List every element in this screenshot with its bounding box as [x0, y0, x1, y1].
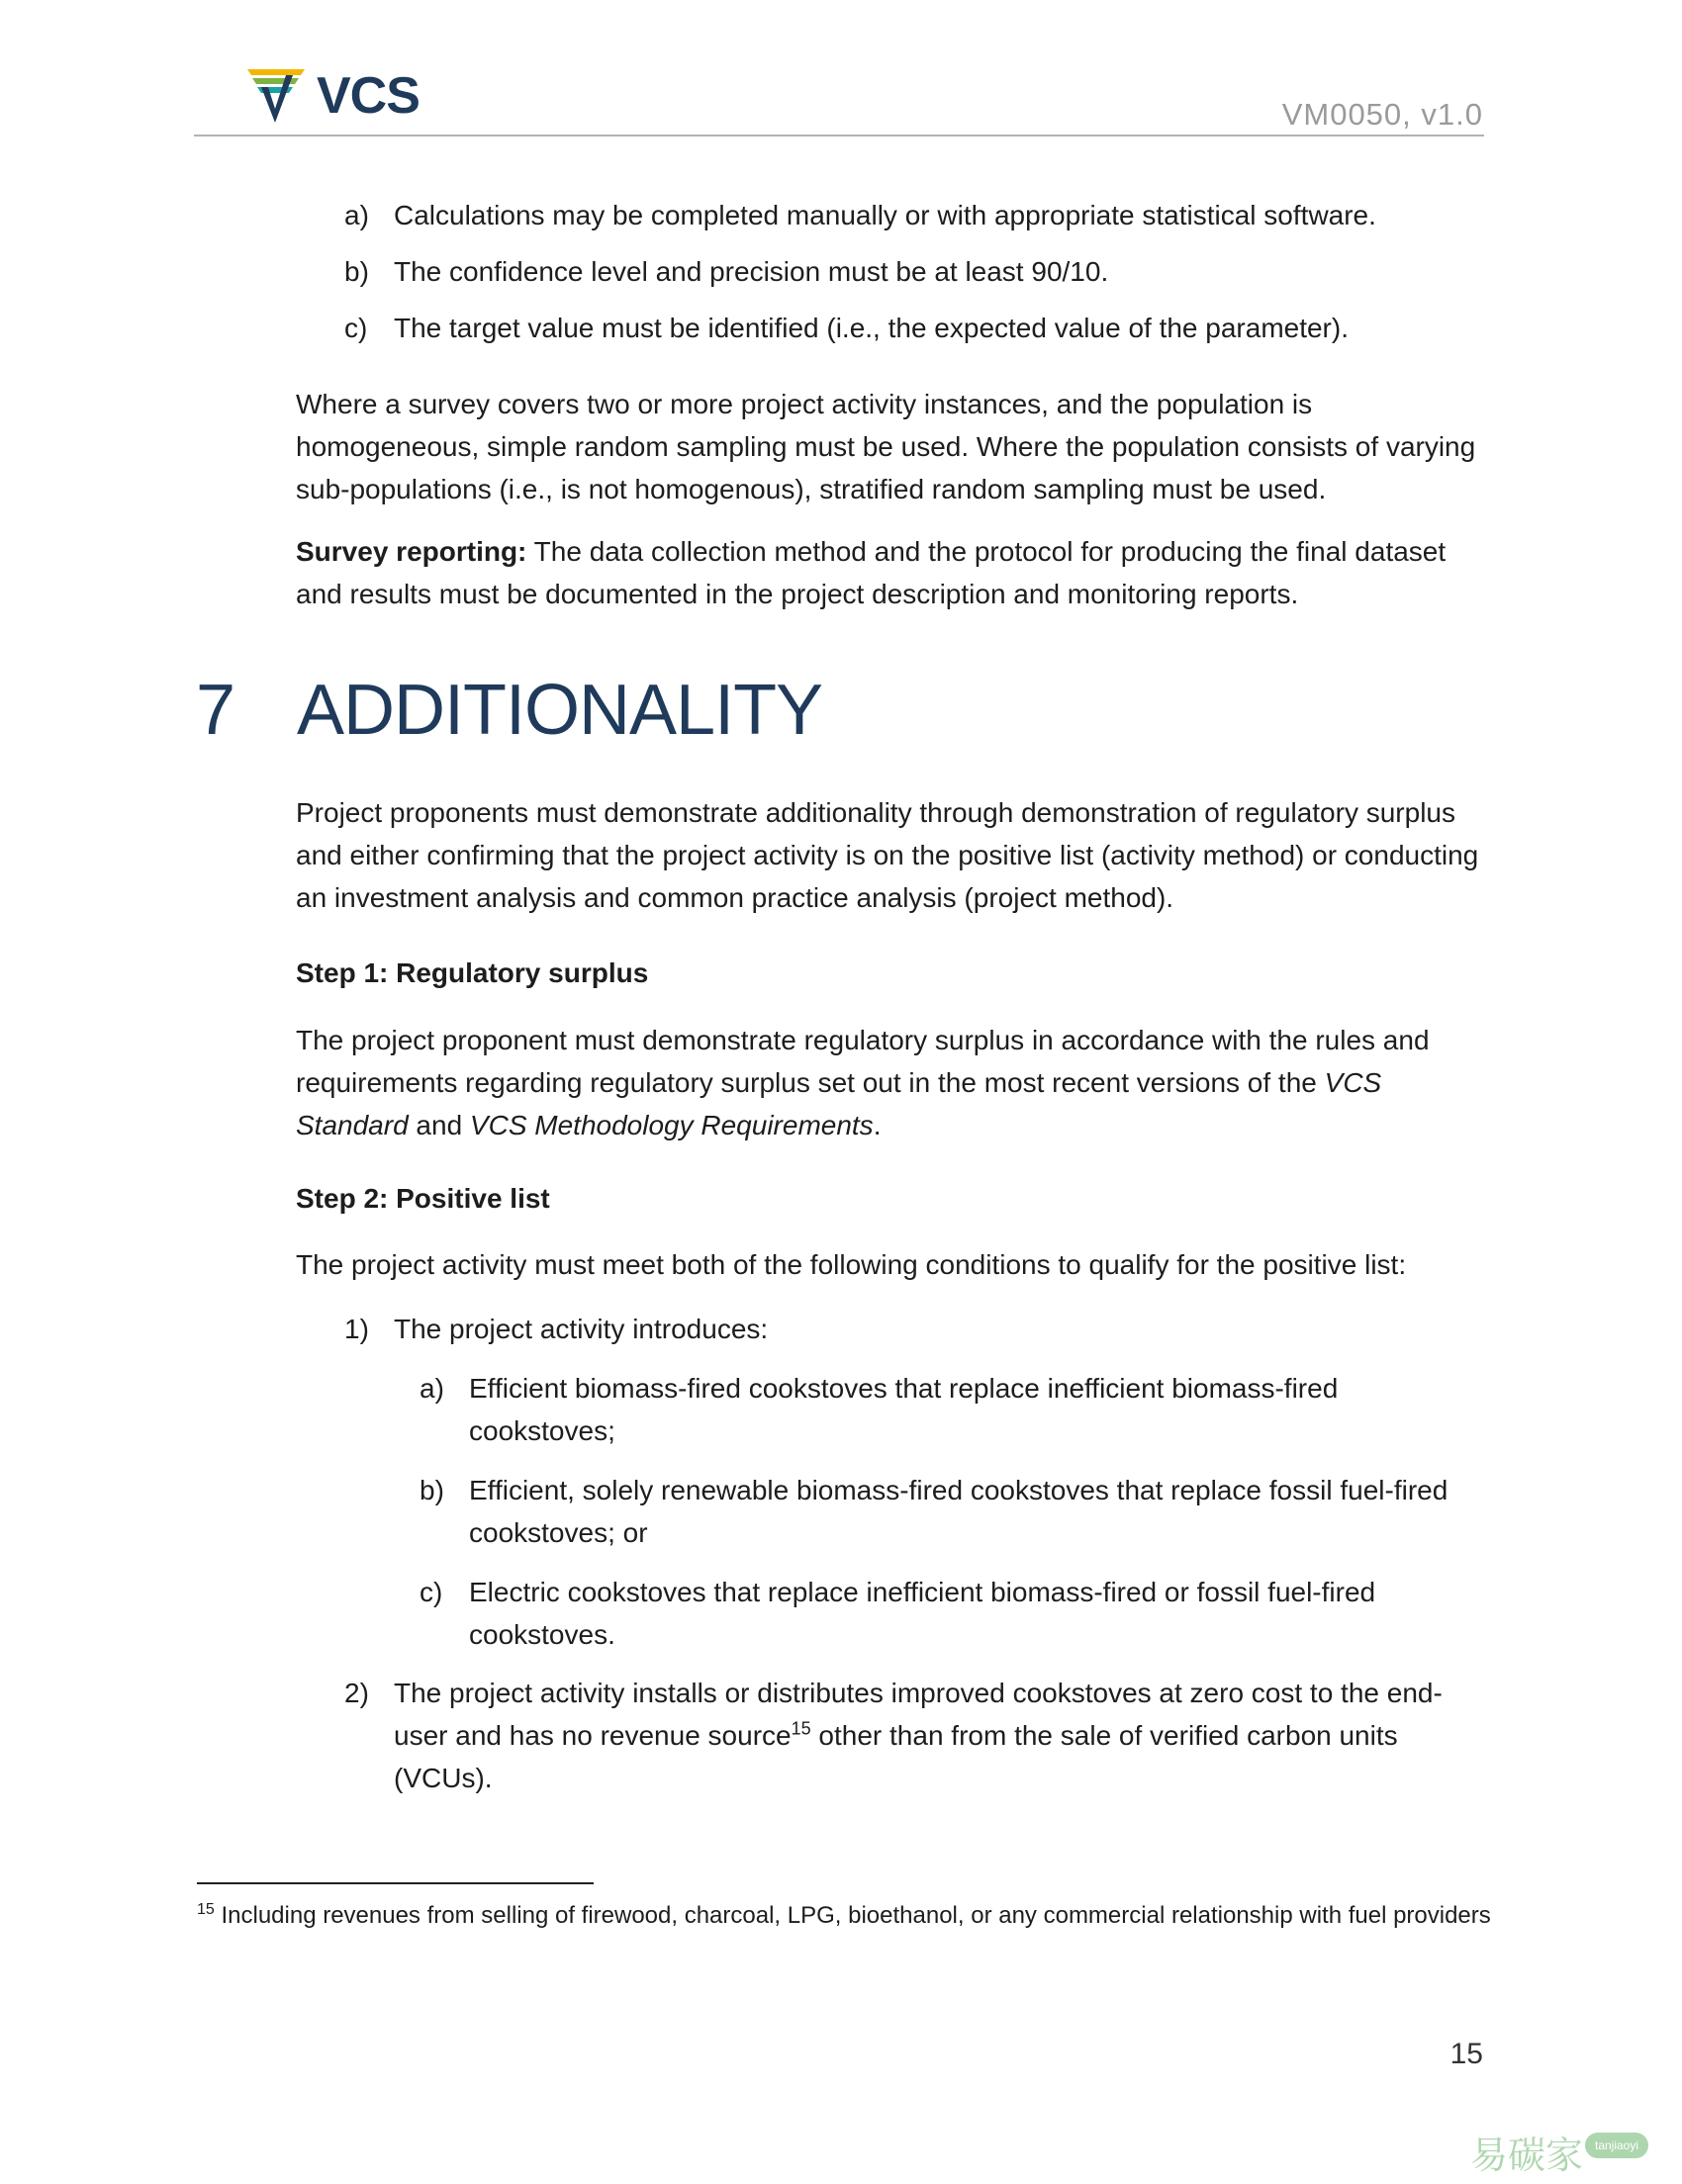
list-item [344, 194, 1482, 236]
condition-2-text-end: other than from the sale of verified carbon units (VCUs). [394, 1720, 1398, 1793]
page-number: 15 [1449, 2038, 1483, 2070]
list-text: The confidence level and precision must be at least 90/10. [394, 256, 1109, 287]
list-item [420, 1469, 1488, 1554]
step1-text-connector: and [408, 1110, 470, 1140]
condition-2-text: The project activity installs or distributes improved cookstoves at zero cost to the end-user and has no revenue source [394, 1678, 1443, 1751]
condition-1 [344, 1308, 1482, 1350]
list-marker: c) [344, 313, 368, 343]
list-marker: c) [420, 1577, 443, 1607]
list-item [344, 307, 1482, 349]
watermark-badge: tanjiaoyi .com [1585, 2133, 1648, 2158]
footnote-text: Including revenues from selling of firewood, charcoal, LPG, bioethanol, or any commercial relationship with fuel providers [214, 1902, 1491, 1929]
list-marker: 1) [344, 1314, 369, 1344]
list-marker: b) [420, 1475, 444, 1505]
list-text: Calculations may be completed manually or with appropriate statistical software. [394, 200, 1376, 230]
vcs-standard-ref: VCS Standard [296, 1067, 1382, 1140]
section-number: 7 [196, 671, 235, 750]
list-marker: a) [344, 200, 369, 230]
document-id: VM0050, v1.0 [1281, 97, 1483, 132]
survey-reporting-text: The data collection method and the protocol for producing the final dataset and results must be documented in the project description and monitoring reports. [296, 536, 1447, 609]
step2-title: Step 2: Positive list [296, 1183, 550, 1214]
list-marker: 2) [344, 1678, 369, 1708]
list-marker: b) [344, 256, 369, 287]
sampling-paragraph: Where a survey covers two or more project activity instances, and the population is homogeneous, simple random sampling must be used. Where the population consists of varying sub-populations (i.e., is not homogenous), stratified random sampling must be used. [296, 389, 1476, 504]
list-text: Electric cookstoves that replace inefficient biomass-fired or fossil fuel-fired cookstoves. [469, 1577, 1376, 1650]
vcs-methodology-requirements-ref: VCS Methodology Requirements [469, 1110, 874, 1140]
list-item [344, 250, 1482, 293]
survey-reporting-paragraph [296, 530, 1483, 615]
step1-title: Step 1: Regulatory surplus [296, 957, 649, 988]
section-heading [196, 671, 822, 750]
watermark-logo [1470, 2125, 1648, 2178]
section-title: ADDITIONALITY [297, 671, 823, 750]
list-text: Efficient biomass-fired cookstoves that replace inefficient biomass-fired cookstoves; [469, 1373, 1339, 1446]
step2-paragraph: The project activity must meet both of the following conditions to qualify for the positive list: [296, 1249, 1407, 1280]
list-item [420, 1571, 1488, 1656]
vcs-logo [247, 67, 431, 125]
footnote [197, 1901, 1493, 1930]
list-marker: a) [420, 1373, 444, 1404]
top-list [344, 194, 1482, 363]
list-text: Efficient, solely renewable biomass-fired cookstoves that replace fossil fuel-fired cookstoves; or [469, 1475, 1448, 1548]
list-text: The project activity introduces: [394, 1314, 769, 1344]
footnote-divider [197, 1882, 594, 1884]
step1-paragraph [296, 1019, 1483, 1146]
header-divider [194, 135, 1484, 136]
step1-text-end: . [873, 1110, 882, 1140]
list-text: The target value must be identified (i.e., the expected value of the parameter). [394, 313, 1349, 343]
step1-text: The project proponent must demonstrate regulatory surplus in accordance with the rules and requirements regarding regulatory surplus set out in the most recent versions of the [296, 1025, 1430, 1098]
footnote-number: 15 [197, 1901, 215, 1918]
logo-text: VCS [317, 67, 420, 125]
watermark-text: 易碳家 [1470, 2134, 1584, 2177]
list-item [420, 1367, 1488, 1452]
condition-1-sublist [420, 1367, 1488, 1673]
vcs-logo-mark-icon [247, 67, 309, 125]
footnote-reference[interactable]: 15 [791, 1718, 811, 1739]
list-text [394, 1678, 1443, 1793]
condition-2 [344, 1672, 1482, 1799]
survey-reporting-label: Survey reporting: [296, 536, 527, 567]
list-item [344, 1308, 1482, 1350]
list-item [344, 1672, 1482, 1799]
intro-paragraph: Project proponents must demonstrate additionality through demonstration of regulatory surplus and either confirming that the project activity is on the positive list (activity method) or conducting an investment analysis and common practice analysis (project method). [296, 797, 1479, 913]
